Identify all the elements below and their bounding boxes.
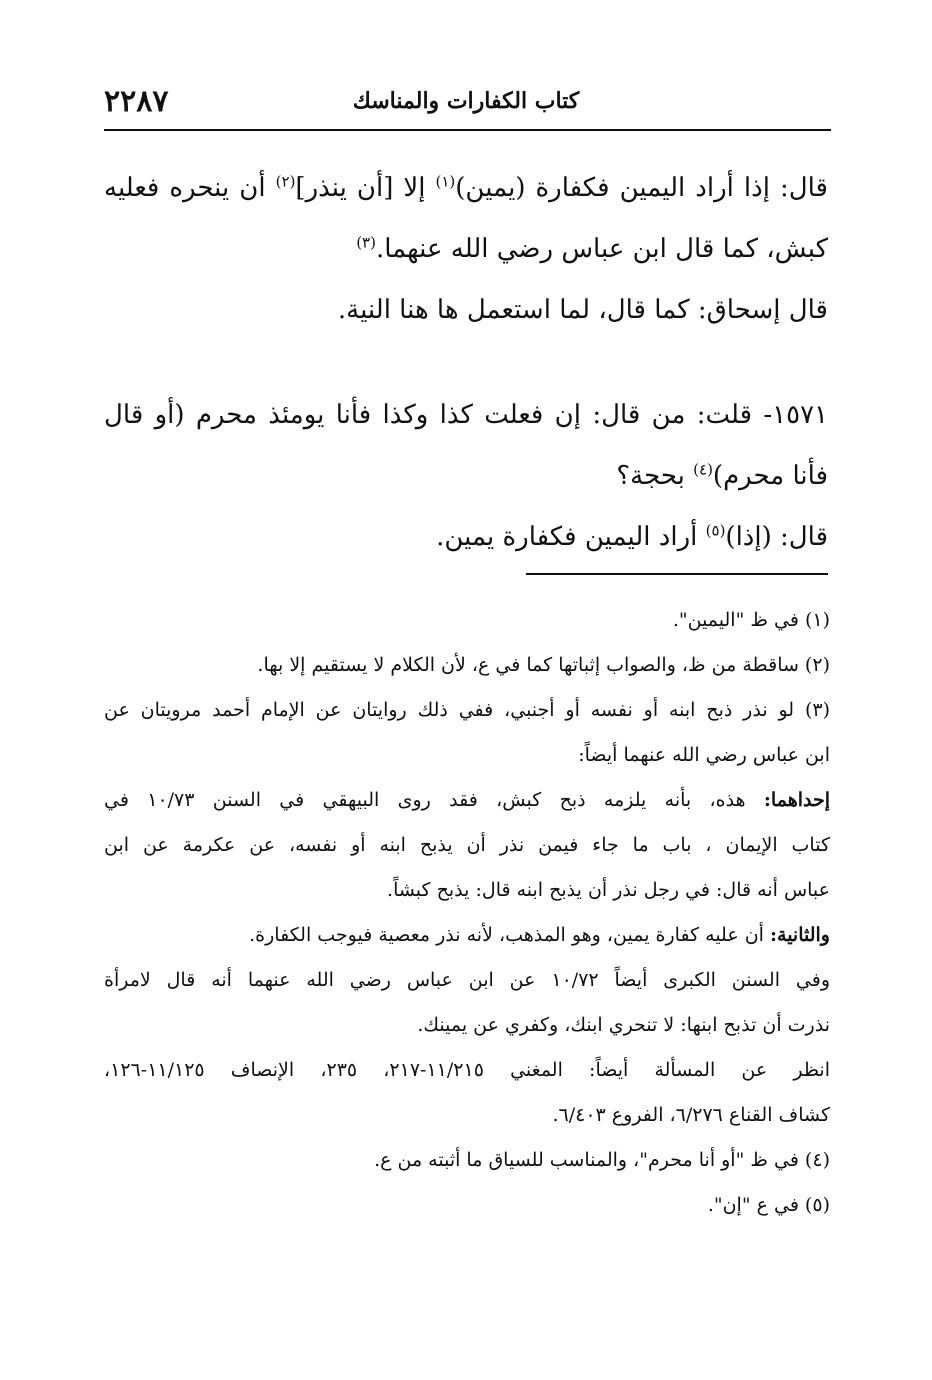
text-run: ابن عباس رضي الله عنهما أيضاً: [578, 744, 830, 766]
text-run: فأنا محرم) [712, 461, 828, 491]
text-run: ١٥٧١- قلت: من قال: إن فعلت كذا وكذا فأنا يومئذ محرم (أو قال [104, 400, 828, 430]
footnote-marker: (٢) [275, 172, 296, 191]
footnote-line [104, 913, 830, 958]
text-run: أن ينحره فعليه [104, 173, 276, 203]
main-text [104, 158, 828, 568]
text-run: بحجة؟ [616, 461, 694, 491]
footnote-line [104, 868, 830, 913]
footnote-line [104, 643, 830, 688]
text-run: هذه، بأنه يلزمه ذبح كبش، فقد روى البيهقي في السنن ١٠/٧٣ في [104, 789, 764, 811]
page-number: ٢٢٨٧ [104, 84, 169, 119]
footnote-marker: (٣) [356, 233, 376, 252]
footnote-line [104, 598, 830, 643]
text-line [104, 446, 828, 507]
footnote-marker: (٤) [693, 460, 713, 479]
footnote-label: والثانية: [770, 924, 830, 946]
footnote-line [104, 958, 830, 1003]
text-line [104, 219, 828, 280]
text-run: (٣) لو نذر ذبح ابنه أو نفسه أو أجنبي، ففي ذلك روايتان عن الإمام أحمد مرويتان عن [104, 699, 830, 721]
footnote-marker: (٥) [705, 521, 726, 540]
text-line [104, 507, 828, 568]
text-run: نذرت أن تذبح ابنها: لا تنحري ابنك، وكفري عن يمينك. [417, 1014, 830, 1036]
text-run: (٢) ساقطة من ظ، والصواب إثباتها كما في ع، لأن الكلام لا يستقيم إلا بها. [257, 654, 830, 676]
text-run: كتاب الإيمان ، باب ما جاء فيمن نذر أن يذبح ابنه أو نفسه، عن عكرمة عن ابن [104, 834, 830, 856]
text-run: قال إسحاق: كما قال، لما استعمل ها هنا النية. [337, 295, 828, 325]
text-run: قال: إذا أراد اليمين فكفارة (يمين) [455, 173, 828, 203]
footnote-line [104, 778, 830, 823]
text-run: أراد اليمين فكفارة يمين. [436, 522, 706, 552]
footnote-marker: (١) [435, 172, 456, 191]
paragraph-gap [104, 341, 828, 385]
text-run: (٤) في ظ "أو أنا محرم"، والمناسب للسياق ما أثبته من ع. [374, 1149, 830, 1171]
footnote-line [104, 733, 830, 778]
footnotes [104, 598, 830, 1228]
footnote-line [104, 1048, 830, 1093]
text-run: وفي السنن الكبرى أيضاً ١٠/٧٢ عن ابن عباس رضي الله عنهما أنه قال لامرأة [104, 969, 830, 991]
footnote-line [104, 688, 830, 733]
text-run: كبش، كما قال ابن عباس رضي الله عنهما. [375, 234, 828, 264]
text-run: كشاف القناع ٦/٢٧٦، الفروع ٦/٤٠٣. [552, 1104, 830, 1126]
text-run: إلا [أن ينذر] [295, 173, 436, 203]
footnote-line [104, 1093, 830, 1138]
text-line [104, 158, 828, 219]
text-run: عباس أنه قال: في رجل نذر أن يذبح ابنه قال: يذبح كبشاً. [387, 879, 830, 901]
text-run: أن عليه كفارة يمين، وهو المذهب، لأنه نذر معصية فيوجب الكفارة. [249, 924, 770, 946]
footnote-line [104, 1003, 830, 1048]
text-line [104, 280, 828, 341]
footnote-line [104, 1183, 830, 1228]
footnote-line [104, 1138, 830, 1183]
footnote-label: إحداهما: [763, 789, 830, 811]
text-run: (٥) في ع "إن". [707, 1194, 830, 1216]
text-line [104, 385, 828, 446]
header-rule [104, 129, 831, 131]
footnote-line [104, 823, 830, 868]
text-run: (١) في ظ "اليمين". [672, 609, 830, 631]
footnote-separator [526, 573, 828, 575]
text-run: قال: (إذا) [725, 522, 828, 552]
text-run: انظر عن المسألة أيضاً: المغني ١١/٢١٥-٢١٧، ٢٣٥، الإنصاف ١١/١٢٥-١٢٦، [104, 1059, 830, 1081]
running-title: كتاب الكفارات والمناسك [352, 88, 580, 114]
page-header [104, 84, 828, 124]
